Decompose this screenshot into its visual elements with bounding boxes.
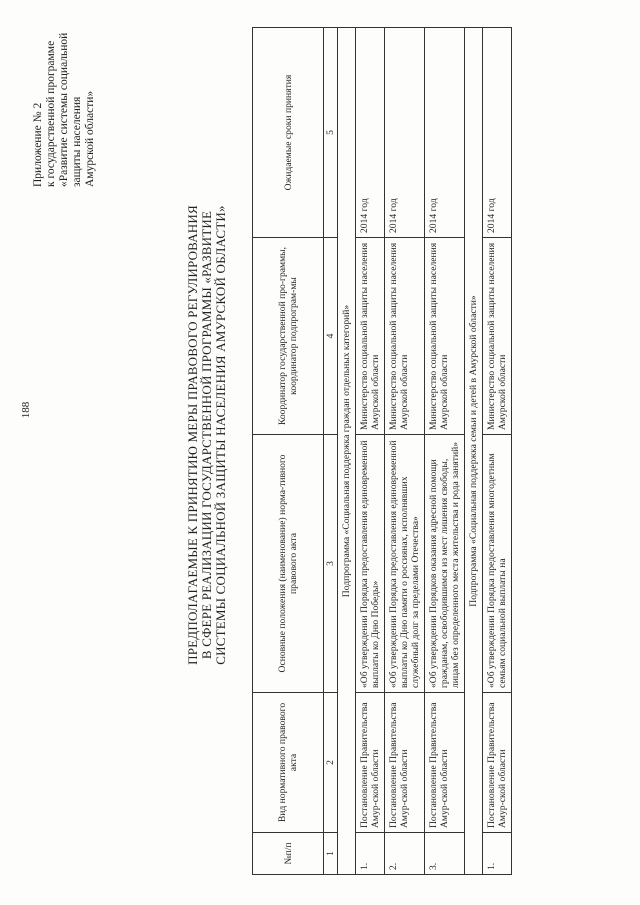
title-line: В СФЕРЕ РЕАЛИЗАЦИИ ГОСУДАРСТВЕННОЙ ПРОГРАММЫ «РАЗВИТИЕ	[199, 210, 214, 660]
appendix-line: к государственной программе	[45, 40, 57, 187]
title-line: СИСТЕМЫ СОЦИАЛЬНОЙ ЗАЩИТЫ НАСЕЛЕНИЯ АМУРСКОЙ ОБЛАСТИ»	[213, 205, 228, 665]
appendix-note	[32, 0, 97, 187]
table-row	[425, 28, 465, 875]
row-term: 2014 год	[385, 28, 425, 238]
subprogram-title: Подпрограмма «Социальная поддержка граждан отдельных категорий»	[338, 28, 356, 875]
row-act-content: «Об утверждении Порядков оказания адресной помощи гражданам, освободившимся из мест лишения свободы, лицам без определенного места жительства и рода занятий»	[425, 435, 465, 693]
row-number: 2.	[385, 833, 425, 875]
appendix-line: Приложение № 2	[32, 102, 44, 187]
row-act-content: «Об утверждении Порядка предоставления единовременной выплаты ко Дню памяти о россиянах, исполнявших служебный долг за пределами Отечества»	[385, 435, 425, 693]
subprogram-row	[465, 28, 483, 875]
header-coordinator: Координатор государственной про-граммы, координатор подпрограм-мы	[253, 238, 324, 435]
column-numbers-row	[324, 28, 338, 875]
row-coordinator: Министерство социальной защиты населения Амурской области	[483, 238, 512, 435]
table-header-row	[253, 28, 324, 875]
header-term: Ожидаемые сроки принятия	[253, 28, 324, 238]
row-number: 3.	[425, 833, 465, 875]
title-line: ПРЕДПОЛАГАЕМЫЕ К ПРИНЯТИЮ МЕРЫ ПРАВОВОГО РЕГУЛИРОВАНИЯ	[185, 205, 200, 665]
legal-acts-table	[252, 27, 512, 875]
header-number: №п/п	[253, 833, 324, 875]
row-coordinator: Министерство социальной защиты населения Амурской области	[356, 238, 385, 435]
appendix-line: Амурской области»	[84, 90, 96, 187]
row-act-type: Постановление Правительства Амур-ской области	[483, 693, 512, 833]
row-act-type: Постановление Правительства Амур-ской области	[385, 693, 425, 833]
row-number: 1.	[356, 833, 385, 875]
column-number: 2	[324, 693, 338, 833]
row-coordinator: Министерство социальной защиты населения Амурской области	[385, 238, 425, 435]
subprogram-row	[338, 28, 356, 875]
document-title	[186, 175, 228, 695]
row-coordinator: Министерство социальной защиты населения Амурской области	[425, 238, 465, 435]
row-act-type: Постановление Правительства Амур-ской области	[356, 693, 385, 833]
header-act-content: Основные положения (наименование) норма-тивного правового акта	[253, 435, 324, 693]
column-number: 4	[324, 238, 338, 435]
header-act-type: Вид нормативного правового акта	[253, 693, 324, 833]
column-number: 5	[324, 28, 338, 238]
table-row	[483, 28, 512, 875]
appendix-line: защиты населения	[71, 96, 83, 187]
row-act-content: «Об утверждении Порядка предоставления многодетным семьям социальной выплаты на	[483, 435, 512, 693]
column-number: 1	[324, 833, 338, 875]
row-term: 2014 год	[483, 28, 512, 238]
subprogram-title: Подпрограмма «Социальная поддержка семьи и детей в Амурской области»	[465, 28, 483, 875]
row-term: 2014 год	[356, 28, 385, 238]
table-row	[356, 28, 385, 875]
row-act-type: Постановление Правительства Амур-ской области	[425, 693, 465, 833]
page-number: 188	[20, 401, 32, 419]
appendix-line: «Развитие системы социальной	[58, 32, 70, 187]
column-number: 3	[324, 435, 338, 693]
row-number: 1.	[483, 833, 512, 875]
row-act-content: «Об утверждении Порядка предоставления единовременной выплаты ко Дню Победы»	[356, 435, 385, 693]
row-term: 2014 год	[425, 28, 465, 238]
table-row	[385, 28, 425, 875]
